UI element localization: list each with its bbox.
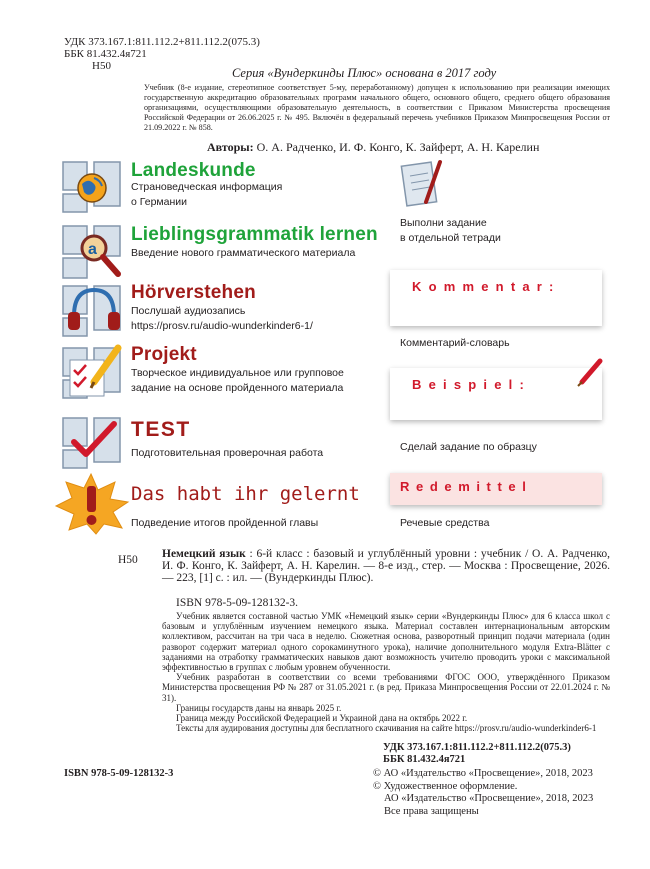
series-note: Серия «Вундеркинды Плюс» основана в 2017 году bbox=[232, 66, 497, 80]
legend-title-test: TEST bbox=[131, 418, 191, 441]
legend-title-hoerverstehen: Hörverstehen bbox=[131, 282, 256, 303]
footer-copyright bbox=[373, 768, 593, 818]
notebook-desc bbox=[400, 216, 501, 246]
legend-desc-grammatik: Введение нового грамматического материала bbox=[131, 247, 356, 259]
legend-desc-line: Творческое индивидуальное или групповое bbox=[131, 367, 344, 379]
beispiel-label: Beispiel: bbox=[412, 377, 531, 392]
beispiel-box bbox=[390, 368, 602, 420]
copyright-line: © Художественное оформление. bbox=[373, 780, 518, 792]
legend-desc-line: о Германии bbox=[131, 196, 188, 208]
redemittel-label: Redemittel bbox=[400, 479, 533, 494]
legend-title-projekt: Projekt bbox=[131, 344, 197, 365]
globe-icon bbox=[60, 156, 126, 216]
legend-desc-gelernt: Подведение итогов пройденной главы bbox=[131, 517, 319, 529]
pencil-icon bbox=[574, 358, 604, 388]
authors-line bbox=[207, 140, 539, 155]
copyright-line: Все права защищены bbox=[384, 805, 479, 817]
catalog-code: Н50 bbox=[118, 554, 138, 566]
audio-link[interactable]: https://prosv.ru/audio-wunderkinder6-1/ bbox=[131, 320, 313, 332]
legend-desc-landeskunde bbox=[131, 180, 282, 210]
catalog-title: Немецкий язык bbox=[162, 548, 246, 560]
annotation-para: Тексты для аудирования доступны для бесплатного скачивания на сайте https://prosv.ru/audio-wunderkinder6-1 bbox=[176, 723, 597, 734]
magnifier-icon bbox=[60, 222, 126, 282]
legend-desc-line: Послушай аудиозапись bbox=[131, 305, 246, 317]
legend-desc-line: Страноведческая информация bbox=[131, 181, 283, 193]
svg-text:a: a bbox=[88, 241, 97, 258]
footer-isbn: ISBN 978-5-09-128132-3 bbox=[64, 768, 174, 779]
authors-label: Авторы: bbox=[207, 140, 254, 154]
notebook-icon bbox=[400, 158, 446, 210]
kommentar-label: Kommentar: bbox=[412, 279, 561, 294]
notebook-desc-line: Выполни задание bbox=[400, 217, 487, 229]
isbn-line: ISBN 978-5-09-128132-3. bbox=[176, 597, 299, 609]
approval-note: Учебник (8-е издание, стереотипное соответствует 5-му, переработанному) допущен к использованию при реализации имеющих государственную аккредитацию образовательных программ начального общего, основного общего, среднего общего образования организациями, осуществляющими образовательную деятельность, в соответствии с Приказом Министерства просвещения Российской Федерации от 26.06.2025 г. № 495. Включён в федеральный перечень учебников Приказом Минпросвещения России от 21.09.2022 г. № 858. bbox=[144, 83, 610, 132]
footer-udk: УДК 373.167.1:811.112.2+811.112.2(075.3) bbox=[383, 742, 571, 753]
kommentar-desc: Комментарий-словарь bbox=[400, 337, 510, 349]
annotation-para: Учебник разработан в соответствии со всеми требованиями ФГОС ООО, утверждённого Приказом Министерства просвещения РФ № 287 от 31.05.2021 г. (в ред. Приказа Минпросвещения России от 22.01.2024 г. № 31). bbox=[162, 672, 610, 703]
bbk-line: ББК 81.432.4я721 bbox=[64, 48, 147, 60]
footer-bbk: ББК 81.432.4я721 bbox=[383, 754, 466, 765]
copyright-line: © АО «Издательство «Просвещение», 2018, 2023 bbox=[373, 768, 593, 779]
udk-line: УДК 373.167.1:811.112.2+811.112.2(075.3) bbox=[64, 36, 260, 48]
authors-names: О. А. Радченко, И. Ф. Конго, К. Зайферт, А. Н. Карелин bbox=[256, 140, 540, 154]
headphones-icon bbox=[60, 280, 126, 340]
exclamation-star-icon bbox=[52, 472, 130, 536]
legend-title-gelernt: Das habt ihr gelernt bbox=[131, 483, 360, 505]
copyright-line: АО «Издательство «Просвещение», 2018, 2023 bbox=[384, 793, 594, 804]
author-code: Н50 bbox=[92, 60, 111, 72]
annotation-para: Граница между Российской Федерацией и Украиной дана на октябрь 2022 г. bbox=[176, 713, 468, 724]
legend-desc-line: задание на основе пройденного материала bbox=[131, 382, 344, 394]
catalog-entry bbox=[162, 548, 610, 584]
annotation bbox=[162, 611, 610, 733]
legend-desc-hoerverstehen bbox=[131, 304, 313, 334]
legend-title-grammatik: Lieblingsgrammatik lernen bbox=[131, 224, 378, 245]
annotation-para: Учебник является составной частью УМК «Немецкий язык» серии «Вундеркинды Плюс» для 6 класса школ с базовым и углублённым изучением немецкого языка. Материал составлен интернациональным авторским коллективом, рассчитан на три часа в неделю. Сюжетная основа, разворотный принцип подачи материала (один разворот содержит материал одного сорокаминутного урока), наличие дополнительного модуля Extra-Blätter с заданиями на отработку грамматических навыков дают возможность учителю проводить уроки с максимальной эффективностью в группах с любым уровнем обученности. bbox=[162, 611, 610, 673]
beispiel-desc: Сделай задание по образцу bbox=[400, 441, 537, 453]
notebook-desc-line: в отдельной тетради bbox=[400, 232, 501, 244]
pencil-checklist-icon bbox=[60, 342, 126, 402]
annotation-para: Границы государств даны на январь 2025 г. bbox=[176, 702, 342, 713]
redemittel-desc: Речевые средства bbox=[400, 517, 490, 529]
catalog-entry-text: : 6-й класс : базовый и углублённый уровни : учебник / О. А. Радченко, И. Ф. Конго, К. Зайферт, А. Н. Карелин. — 8-е изд., стер. — Москва : Просвещение, 2026. — 223, [1] с. : ил. — (Вундеркинды Плюс). bbox=[162, 548, 610, 584]
test-check-icon bbox=[60, 412, 126, 472]
legend-desc-projekt bbox=[131, 366, 344, 396]
legend-desc-test: Подготовительная проверочная работа bbox=[131, 447, 324, 459]
legend-title-landeskunde: Landeskunde bbox=[131, 160, 256, 181]
